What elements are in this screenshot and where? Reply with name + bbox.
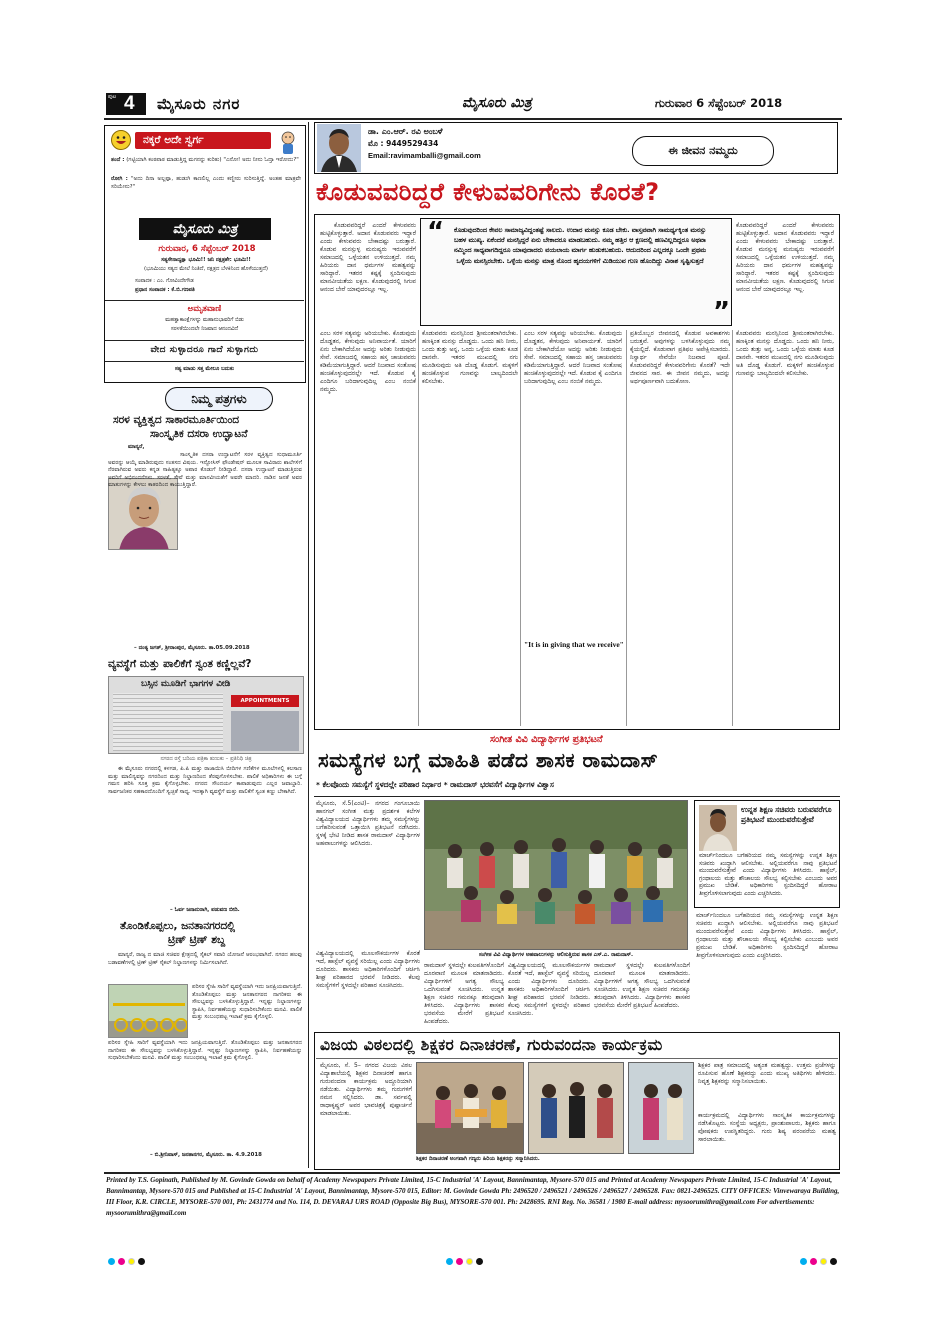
bicycle-station-photo <box>108 984 188 1038</box>
letters-section-title: ನಿಮ್ಮ ಪತ್ರಗಳು <box>191 392 247 406</box>
author-phone: ಮೊ : 9449529434 <box>368 139 439 148</box>
humor-line1: (ಗಟ್ಟಿಯಾಗಿ ಕಂಠಪಾಠ ಮಾಡುತ್ತಿದ್ದ ಮಗನನ್ನು ಕುರಿತು) "ಎನೋ! ಅದು ನೀನು ಓದ್ತಾ ಇರೋದು?" <box>126 157 299 163</box>
news1-body-left: ವಿಶ್ವವಿದ್ಯಾಲಯದಲ್ಲಿ ಮೂಲಸೌಕರ್ಯಗಳ ಕೊರತೆ ಇದೆ, ಹಾಸ್ಟೆಲ್ ವ್ಯವಸ್ಥೆ ಸರಿಯಿಲ್ಲ ಎಂದು ವಿದ್ಯಾರ್ಥಿಗಳು ದೂರಿದರು. ಶಾಸಕರು ಅಧಿಕಾರಿಗಳೊಂದಿಗೆ ಚರ್ಚಿಸಿ ಶೀಘ್ರ ಪರಿಹಾರದ ಭರವಸೆ ನೀಡಿದರು. ಕೆಲವು ಸಮಸ್ಯೆಗಳಿಗೆ ಸ್ಥಳದಲ್ಲೇ ಪರಿಹಾರ ಸೂಚಿಸಿದರು. <box>316 950 420 989</box>
page-number-box <box>106 93 146 115</box>
column-text-3: ಎಂಬ ಸರಳ ಸತ್ಯವನ್ನು ಅರಿಯಬೇಕು. ಕೊಡುವುದು ದೊಡ್ಡತನ, ಕೇಳುವುದು ಅನಿವಾರ್ಯತೆ. ಯಾರಿಗೆ ಏನು ಬೇಕಾಗಿದೆಯೋ ಅದನ್ನು ಅರಿತು ನೀಡುವುದು ಸೇವೆ. ಸಮಾಜದಲ್ಲಿ ಸಹಾಯ ಹಸ್ತ ಚಾಚುವವರು ಕಡಿಮೆಯಾಗುತ್ತಿದ್ದಾರೆ. ಆದರೆ ನಿಜವಾದ ಸಂತೋಷ ಹಂಚಿಕೊಳ್ಳುವುದರಲ್ಲೇ ಇದೆ. ಕೊಡುವ ಕೈ ಎಂದಿಗೂ ಬರಿದಾಗುವುದಿಲ್ಲ ಎಂಬ ನಂಬಿಕೆ ನಮ್ಮದು. <box>320 330 416 393</box>
column-text-1: ಕೊಡುವವರಿದ್ದರೆ ಎಂದರೆ ಕೇಳುವವರು ಹುಟ್ಟಿಕೊಳ್ಳುತ್ತಾರೆ. ಅದಾನ ಕೊಡುವವರು ಇದ್ದಾರೆ ಎಂದು ಕೇಳುವವರು ಬೇಕಾದಷ್ಟು ಬರುತ್ತಾರೆ. ಕೊಡುವ ಮನಸ್ಸುಳ್ಳ ಮನುಷ್ಯರು ಇರುವವರೆಗೆ ಸಮಾಜದಲ್ಲಿ ಒಳ್ಳೆಯತನ ಉಳಿಯುತ್ತದೆ. ನಮ್ಮ ಹಿರಿಯರು ದಾನ ಧರ್ಮಗಳ ಮಹತ್ವವನ್ನು ಸಾರಿದ್ದಾರೆ. ಇತರರ ಕಷ್ಟಕ್ಕೆ ಸ್ಪಂದಿಸುವುದು ಮಾನವೀಯತೆಯ ಲಕ್ಷಣ. ಕೊಡುವುದರಲ್ಲಿ ಸಿಗುವ ಆನಂದ ಬೇರೆ ಯಾವುದರಲ್ಲೂ ಇಲ್ಲ. <box>320 222 416 293</box>
news1-kicker: ಸಂಗೀತ ವಿವಿ ವಿದ್ಯಾರ್ಥಿಗಳ ಪ್ರತಿಭಟನೆ <box>490 734 603 745</box>
news2-caption: ಶಿಕ್ಷಕರ ದಿನಾಚರಣೆ ಅಂಗವಾಗಿ ಗಣ್ಯರು ಹಿರಿಯ ಶಿಕ್ಷಕರನ್ನು ಸನ್ಮಾನಿಸಿದರು. <box>416 1156 540 1162</box>
reg-dot-cyan-mid <box>446 1258 453 1265</box>
teachers-day-photo-1 <box>416 1062 524 1154</box>
reg-dot-magenta-mid <box>456 1258 463 1265</box>
box-logo: ಮೈಸೂರು ಮಿತ್ರ <box>172 222 238 237</box>
quote-head: ಅಮೃತವಾಣಿ <box>187 304 222 314</box>
veda-sub: ಸತ್ಯ ಮಾಡು ಸತ್ತ ಮೇಲೂ ಬದುಕು <box>174 366 235 372</box>
quote-close-icon: ” <box>713 297 731 327</box>
letter2-title: ವ್ಯವಸ್ಥೆಗೆ ಮತ್ತು ಪಾಲಿಕೆಗೆ ಸ್ವಂತ ಕಣ್ಣಿಲ್ಲವೆ? <box>108 658 252 670</box>
humor-title: ನಕ್ಕರೆ ಅದೇ ಸ್ವರ್ಗ <box>143 134 204 146</box>
letter3-title-b: ಟ್ರಿಣ್ ಟ್ರಿಣ್ ಶಬ್ದ <box>168 934 226 946</box>
news2-body2: ಶಿಕ್ಷಕರ ಪಾತ್ರ ಸಮಾಜದಲ್ಲಿ ಅತ್ಯಂತ ಮಹತ್ವದ್ದು. ಉತ್ತಮ ಪ್ರಜೆಗಳನ್ನು ರೂಪಿಸುವ ಹೊಣೆ ಶಿಕ್ಷಕರದ್ದು ಎಂದು ಮುಖ್ಯ ಅತಿಥಿಗಳು ಹೇಳಿದರು. ನಿವೃತ್ತ ಶಿಕ್ಷಕರನ್ನು ಸನ್ಮಾನಿಸಲಾಯಿತು. <box>698 1062 836 1085</box>
imprint-text: Printed by T.S. Gopinath, Published by M. Govinde Gowda on behalf of Academy Newspapers Private Limited, 15-C Industrial 'A' Layout, Bannimantap, Mysore-570 015 and Printed at Academy Newspapers Private Limited, 15-C Industrial 'A' Layout, Bannimantap, Mysore-570 015 and Published at 15-C Industrial 'A' Layout, Bannimantap, Mysore-570 015, Editor: M. Govinde Gowda Ph: 2496520 / 2496521 / 2496526 / 2496527 / 2496528. Fax: 0821-2496525. CITY OFFICES: Vinvewaraya Building, III Floor, K.R. CIRCLE, MYSORE-570 001, Ph: 2431774 and No. 114, D. DEVARAJ URS ROAD (Opposite Big Bus), MYSORE-570 001. Ph: 2428695. RNI Reg. No. 36581 / 1980 E-mail address: mysoorumithra@gmail.com For advertisements: mysoorumithra@gmail.com <box>106 1176 840 1217</box>
letter1-title-a: ಸರಳ ವ್ಯಕ್ತಿತ್ವದ ಸಾಕಾರಮೂರ್ತಿಯಿಂದ <box>113 414 240 426</box>
news1-body-mid: ರಾಮದಾಸ್ ಸ್ಥಳದಲ್ಲೇ ಕುಲಪತಿಗಳೊಂದಿಗೆ ದೂರವಾಣಿ ಮೂಲಕ ಮಾತನಾಡಿದರು. ವಿದ್ಯಾರ್ಥಿಗಳಿಗೆ ಅಗತ್ಯ ಸೌಲಭ್ಯ ಒದಗಿಸುವಂತೆ ಸೂಚಿಸಿದರು. ಉನ್ನತ ಶಿಕ್ಷಣ ಸಚಿವರ ಗಮನಕ್ಕೂ ತರುವುದಾಗಿ ತಿಳಿಸಿದರು. ವಿದ್ಯಾರ್ಥಿಗಳು ಶಾಸಕರ ಭರವಸೆಯ ಮೇರೆಗೆ ಪ್ರತಿಭಟನೆ ಹಿಂಪಡೆದರು. <box>424 962 504 1025</box>
minister-box <box>694 800 840 908</box>
news2-body3: ಕಾರ್ಯಕ್ರಮದಲ್ಲಿ ವಿದ್ಯಾರ್ಥಿಗಳು ಸಾಂಸ್ಕೃತಿಕ ಕಾರ್ಯಕ್ರಮಗಳನ್ನು ನಡೆಸಿಕೊಟ್ಟರು. ಸಂಸ್ಥೆಯ ಅಧ್ಯಕ್ಷರು, ಪ್ರಾಂಶುಪಾಲರು, ಶಿಕ್ಷಕರು ಹಾಗೂ ಪೋಷಕರು ಉಪಸ್ಥಿತರಿದ್ದರು. ಗುರು ಶಿಷ್ಯ ಪರಂಪರೆಯ ಮಹತ್ವ ಸಾರಲಾಯಿತು. <box>698 1112 836 1143</box>
news1-subhead: * ಕೆಲವೊಂದು ಸಮಸ್ಯೆಗೆ ಸ್ಥಳದಲ್ಲೇ ಪರಿಹಾರ ನಿರ್ಧಾರ * ರಾಮದಾಸ್ ಭರವಸೆಗೆ ವಿದ್ಯಾರ್ಥಿಗಳ ವಿಶ್ವಾಸ <box>316 780 554 789</box>
author-name: ಡಾ. ಎಂ.ಆರ್. ರವಿ ಅಂಬಳೆ <box>368 127 443 136</box>
english-quote: "It is in giving that we receive" <box>524 640 624 649</box>
pull-quote: ಕೊಡುವುದರಿಂದ ಕೇವಲ ಸಾಮಾಜ್ಯವಿದ್ದಂತಷ್ಟೆ ಸಾಲದು. ಉದಾರ ಮನಸ್ಸು ಕೂಡ ಬೇಕು. ವಾಸ್ತವವಾಗಿ ಸಾಮರ್ಥ್ಯಕ್ಕಿಂತ ಮನಸ್ಸು ಬಹಳ ಮುಖ್ಯ. ಏಕೆಂದರೆ ಮನಸ್ಸಿದ್ದರೆ ಏನು ಬೇಕಾದರೂ ಮಾಡಬಹುದು. ನಮ್ಮ ಹತ್ತಿರ ಆ ಕ್ಷಣದಲ್ಲಿ ಹಣವಿಲ್ಲದಿದ್ದರೂ ಅಥವಾ ನಮ್ಮಿಂದ ಸಾಧ್ಯವಾಗದಿದ್ದರೂ ಯಾವುದಾದರು ವಯಲಾಯ ಮಾರ್ಗ ಹುಡುಕಬಹುದು. ಆದುದರಿಂದ ಎಲ್ಲದಕ್ಕೂ ಒಂದೇ ಪ್ರಥಮ ಒಳ್ಳೆಯ ಮನಸ್ಸಿರಬೇಕು. ಒಳ್ಳೆಯ ಮನಸ್ಸು ಮಾತ್ರ ನೊಂದ ಹೃದಯಗಳಿಗೆ ಮಿಡಿಯುವ ಗುಣ ಹೊಂದಿದ್ದು ವಿನಾಶ ಸೃಷ್ಟಿಸುತ್ತದೆ <box>453 226 707 265</box>
clip-badge: APPOINTMENTS <box>231 695 299 707</box>
reg-dot-black-mid <box>476 1258 483 1265</box>
news1-body-mid3: ರಾಮದಾಸ್ ಸ್ಥಳದಲ್ಲೇ ಕುಲಪತಿಗಳೊಂದಿಗೆ ದೂರವಾಣಿ ಮೂಲಕ ಮಾತನಾಡಿದರು. ವಿದ್ಯಾರ್ಥಿಗಳಿಗೆ ಅಗತ್ಯ ಸೌಲಭ್ಯ ಒದಗಿಸುವಂತೆ ಸೂಚಿಸಿದರು. ಉನ್ನತ ಶಿಕ್ಷಣ ಸಚಿವರ ಗಮನಕ್ಕೂ ತರುವುದಾಗಿ ತಿಳಿಸಿದರು. ವಿದ್ಯಾರ್ಥಿಗಳು ಶಾಸಕರ ಭರವಸೆಯ ಮೇರೆಗೆ ಪ್ರತಿಭಟನೆ ಹಿಂಪಡೆದರು. <box>594 962 690 1009</box>
teachers-day-photo-3 <box>628 1062 694 1154</box>
minister-box-head: ಉನ್ನತ ಶಿಕ್ಷಣ ಸಚಿವರು ಬರುವವರೆಗೂ ಪ್ರತಿಭಟನೆ ಮುಂದುವರೆಸುತ್ತೇವೆ <box>741 805 832 824</box>
veda-line: ವೇದ ಸುಳ್ಳಾದರೂ ಗಾದೆ ಸುಳ್ಳಾಗದು <box>150 345 259 355</box>
box-motto-meaning: (ಭೂಮಿಯು ಸತ್ಯದ ಮೇಲೆ ನಿಂತಿದೆ, ನಕ್ಷತ್ರದ ಬೆಳಕಿನಿಂದ ಹೊಳೆಯುತ್ತದೆ) <box>143 266 268 272</box>
box-editor: ಸಂಪಾದಕ : ಎಂ. ಗೋವಿಂದೇಗೌಡ <box>135 278 194 284</box>
section-name: ಮೈಸೂರು ನಗರ <box>157 95 241 113</box>
reg-dot-yellow-mid <box>466 1258 473 1265</box>
box-chief-editor: ಪ್ರಧಾನ ಸಂಪಾದಕ : ಕೆ.ಬಿ.ಗಣಪತಿ <box>135 287 195 293</box>
news2-headline: ವಿಜಯ ವಿಠಲದಲ್ಲಿ ಶಿಕ್ಷಕರ ದಿನಾಚರಣೆ, ಗುರುವಂದನಾ ಕಾರ್ಯಕ್ರಮ <box>320 1036 663 1054</box>
quote-line2: ಸರಳತೆಯಿಂದಲೇ ನಿಜವಾದ ಆನಂದವಿದೆ <box>170 326 239 332</box>
author-email: Email:ravimamballi@gmail.com <box>368 151 481 160</box>
pull-quote-box <box>420 218 732 326</box>
humor-box <box>104 125 306 383</box>
reg-dot-black-right <box>830 1258 837 1265</box>
column-text-7: ಕೊಡುವವರು ಮನಸ್ಸಿನಿಂದ ಶ್ರೀಮಂತರಾಗಿರಬೇಕು. ಹಣಕ್ಕಿಂತ ಮನಸ್ಸು ದೊಡ್ಡದು. ಒಂದು ಹನಿ ನೀರು, ಒಂದು ತುತ್ತು ಅನ್ನ, ಒಂದು ಒಳ್ಳೆಯ ಮಾತು ಕೂಡ ದಾನವೇ. ಇತರರ ಮುಖದಲ್ಲಿ ನಗು ಮೂಡಿಸುವುದು ಅತಿ ದೊಡ್ಡ ಕೊಡುಗೆ. ಮಕ್ಕಳಿಗೆ ಹಂಚಿಕೊಳ್ಳುವ ಗುಣವನ್ನು ಬಾಲ್ಯದಿಂದಲೇ ಕಲಿಸಬೇಕು. <box>736 330 834 377</box>
news1-dateline: ಮೈಸೂರು, ಸೆ.5(ಎಂಟಿ)– ನಗರದ ಗಂಗೂಬಾಯಿ ಹಾನಗಲ್ ಸಂಗೀತ ಮತ್ತು ಪ್ರದರ್ಶಕ ಕಲೆಗಳ ವಿಶ್ವವಿದ್ಯಾಲಯದ ವಿದ್ಯಾರ್ಥಿಗಳು ತಮ್ಮ ಸಮಸ್ಯೆಗಳನ್ನು ಬಗೆಹರಿಸುವಂತೆ ಒತ್ತಾಯಿಸಿ ಪ್ರತಿಭಟನೆ ನಡೆಸಿದರು. ಸ್ಥಳಕ್ಕೆ ಭೇಟಿ ನೀಡಿದ ಶಾಸಕ ರಾಮದಾಸ್ ವಿದ್ಯಾರ್ಥಿಗಳ ಅಹವಾಲುಗಳನ್ನು ಆಲಿಸಿದರು. <box>316 800 420 847</box>
teachers-day-photo-2 <box>528 1062 624 1154</box>
series-title: ಈ ಜೀವನ ನಮ್ಮದು <box>668 144 738 157</box>
box-date: ಗುರುವಾರ, 6 ಸೆಪ್ಟೆಂಬರ್ 2018 <box>158 244 256 254</box>
column-text-5: ಎಂಬ ಸರಳ ಸತ್ಯವನ್ನು ಅರಿಯಬೇಕು. ಕೊಡುವುದು ದೊಡ್ಡತನ, ಕೇಳುವುದು ಅನಿವಾರ್ಯತೆ. ಯಾರಿಗೆ ಏನು ಬೇಕಾಗಿದೆಯೋ ಅದನ್ನು ಅರಿತು ನೀಡುವುದು ಸೇವೆ. ಸಮಾಜದಲ್ಲಿ ಸಹಾಯ ಹಸ್ತ ಚಾಚುವವರು ಕಡಿಮೆಯಾಗುತ್ತಿದ್ದಾರೆ. ಆದರೆ ನಿಜವಾದ ಸಂತೋಷ ಹಂಚಿಕೊಳ್ಳುವುದರಲ್ಲೇ ಇದೆ. ಕೊಡುವ ಕೈ ಎಂದಿಗೂ ಬರಿದಾಗುವುದಿಲ್ಲ ಎಂಬ ನಂಬಿಕೆ ನಮ್ಮದು. <box>524 330 622 385</box>
reg-dot-yellow-left <box>128 1258 135 1265</box>
clip-headline: ಬಸ್ಸಿನ ಮೂಡಿಗೆ ಭಾಗಗಳ ವೀಡಿ <box>141 679 231 689</box>
page-label: ಪುಟ <box>108 94 117 100</box>
letter1-salutation: ಮಾನ್ಯರೆ, <box>128 444 145 450</box>
paper-logo: ಮೈಸೂರು ಮಿತ್ರ <box>462 95 532 111</box>
minister-box-body: ಮಾರ್ಚ್‌ನಿಂದಲೂ ಬಗೆಹರಿಯದ ನಮ್ಮ ಸಮಸ್ಯೆಗಳನ್ನು ಉನ್ನತ ಶಿಕ್ಷಣ ಸಚಿವರು ಖುದ್ದಾಗಿ ಆಲಿಸಬೇಕು. ಅಲ್ಲಿಯವರೆಗೂ ನಾವು ಪ್ರತಿಭಟನೆ ಮುಂದುವರೆಸುತ್ತೇವೆ ಎಂದು ವಿದ್ಯಾರ್ಥಿಗಳು ತಿಳಿಸಿದರು. ಹಾಸ್ಟೆಲ್, ಗ್ರಂಥಾಲಯ ಮತ್ತು ಶೌಚಾಲಯ ಸೌಲಭ್ಯ ಕಲ್ಪಿಸಬೇಕು ಎಂಬುದು ಅವರ ಪ್ರಮುಖ ಬೇಡಿಕೆ. ಅಧಿಕಾರಿಗಳು ಸ್ಪಂದಿಸದಿದ್ದರೆ ಹೋರಾಟ ತೀವ್ರಗೊಳಿಸಲಾಗುವುದು ಎಂದು ಎಚ್ಚರಿಸಿದರು. <box>699 853 837 897</box>
series-banner <box>632 136 774 166</box>
news1-headline: ಸಮಸ್ಯೆಗಳ ಬಗ್ಗೆ ಮಾಹಿತಿ ಪಡೆದ ಶಾಸಕ ರಾಮದಾಸ್ <box>318 748 659 772</box>
protest-caption: ಸಂಗೀತ ವಿವಿ ವಿದ್ಯಾರ್ಥಿಗಳ ಅಹವಾಲುಗಳನ್ನು ಆಲಿಸುತ್ತಿರುವ ಶಾಸಕ ಎಸ್.ಎ. ರಾಮದಾಸ್. <box>478 952 634 958</box>
reg-dot-yellow-right <box>820 1258 827 1265</box>
column-text-6: ಪ್ರತಿಯೊಬ್ಬರ ಜೀವನದಲ್ಲಿ ಕೊಡುವ ಅವಕಾಶಗಳು ಬರುತ್ತವೆ. ಅವುಗಳನ್ನು ಬಳಸಿಕೊಳ್ಳುವುದು ನಮ್ಮ ಕೈಯಲ್ಲಿದೆ. ಕೊಡುವಾಗ ಪ್ರತಿಫಲ ಅಪೇಕ್ಷಿಸಬಾರದು. ನಿಸ್ವಾರ್ಥ ಸೇವೆಯೇ ನಿಜವಾದ ಪೂಜೆ. ಕೊಡುವವರಿದ್ದರೆ ಕೇಳುವವರಿಗೇನು ಕೊರತೆ? ಇದೇ ಜೀವನದ ಸಾರ. ಈ ಜೀವನ ನಮ್ಮದು, ಅದನ್ನು ಅರ್ಥಪೂರ್ಣವಾಗಿ ಬದುಕೋಣ. <box>630 330 730 385</box>
cartoon-icon <box>275 129 301 155</box>
letter1-title-b: ಸಾಂಸ್ಕೃತಿಕ ದಸರಾ ಉದ್ಘಾಟನೆ <box>150 428 248 440</box>
box-motto: ಸತ್ಯಸೇನಾದ್ಯಕ್ಷಾ ಭೂಮಿ!! ಜನಿ ನಕ್ಷತ್ರಶೇ: ಭೂಮಿ!! <box>161 257 251 263</box>
author-photo <box>317 124 361 172</box>
laugh-icon <box>111 130 131 150</box>
issue-date: ಗುರುವಾರ 6 ಸೆಪ್ಟೆಂಬರ್ 2018 <box>655 96 783 110</box>
box-logo-banner <box>139 218 271 240</box>
quote-open-icon: “ <box>427 217 445 247</box>
reg-dot-magenta-right <box>810 1258 817 1265</box>
student-photo <box>699 805 737 851</box>
column-text-4: ಕೊಡುವವರು ಮನಸ್ಸಿನಿಂದ ಶ್ರೀಮಂತರಾಗಿರಬೇಕು. ಹಣಕ್ಕಿಂತ ಮನಸ್ಸು ದೊಡ್ಡದು. ಒಂದು ಹನಿ ನೀರು, ಒಂದು ತುತ್ತು ಅನ್ನ, ಒಂದು ಒಳ್ಳೆಯ ಮಾತು ಕೂಡ ದಾನವೇ. ಇತರರ ಮುಖದಲ್ಲಿ ನಗು ಮೂಡಿಸುವುದು ಅತಿ ದೊಡ್ಡ ಕೊಡುಗೆ. ಮಕ್ಕಳಿಗೆ ಹಂಚಿಕೊಳ್ಳುವ ಗುಣವನ್ನು ಬಾಲ್ಯದಿಂದಲೇ ಕಲಿಸಬೇಕು. <box>422 330 518 385</box>
letter2-sign: – ಓರ್ವ ಜನಾನುರಾಗಿ, ಪಡುವಣ ಬೀದಿ. <box>170 907 240 913</box>
letter1-body: ಸಾಂಸ್ಕೃತಿಕ ದಸರಾ ಉದ್ಘಾಟನೆಗೆ ಸರಳ ವ್ಯಕ್ತಿತ್ವದ ಸುಧಾಮೂರ್ತಿ ಅವರನ್ನು ಆಯ್ಕೆ ಮಾಡಿರುವುದು ಸಂತಸದ ವಿಷಯ. ಇನ್ಫೋಸಿಸ್ ಫೌಂಡೇಷನ್ ಮೂಲಕ ಸಾವಿರಾರು ಶಾಲೆಗಳಿಗೆ ನೆರವಾಗಿರುವ ಅವರು ಕನ್ನಡ ಸಾಹಿತ್ಯಕ್ಕೂ ಅಪಾರ ಕೊಡುಗೆ ನೀಡಿದ್ದಾರೆ. ದಸರಾ ಉದ್ಘಾಟನೆ ಮಾಡುತ್ತಿರುವ ಅವರಿಗೆ ಅಭಿನಂದನೆಗಳು. ಸರಳತೆ, ಸೇವೆ ಮತ್ತು ಮಾನವೀಯತೆಗೆ ಅವರೇ ಮಾದರಿ. ನಾಡಿನ ಜನತೆ ಅವರ ಮಾತುಗಳನ್ನು ಕೇಳಲು ಕಾತರದಿಂದ ಕಾಯುತ್ತಿದ್ದಾರೆ. <box>108 452 302 489</box>
letter3-title-a: ತೊಂಡಿಕೊಪ್ಪಲು, ಜನತಾನಗರದಲ್ಲಿ <box>120 920 236 932</box>
protest-photo <box>424 800 688 950</box>
letter3-body-a: ಮಾನ್ಯರೆ, ರಾಜ್ಯ ದ ಮಾಜಿ ಸಚಿವರ ಕ್ಷೇತ್ರದಲ್ಲಿ ಸೈಕಲ್ ಸವಾರಿ ಯೋಜನೆ ಆರಂಭವಾಗಿದೆ. ನಗರದ ಹಲವು ಬಡಾವಣೆಗಳಲ್ಲಿ ಟ್ರಿಣ್ ಟ್ರಿಣ್ ಸೈಕಲ್ ನಿಲ್ದಾಣಗಳನ್ನು ನಿರ್ಮಿಸಲಾಗಿದೆ. <box>108 952 302 966</box>
letter3-body-b: ಪರಿಸರ ಸ್ನೇಹಿ ಸಾರಿಗೆ ವ್ಯವಸ್ಥೆಯಾಗಿ ಇದು ಜನಪ್ರಿಯವಾಗುತ್ತಿದೆ. ತೊಂಡಿಕೊಪ್ಪಲು ಮತ್ತು ಜನತಾನಗರದ ನಾಗರಿಕರು ಈ ಸೌಲಭ್ಯವನ್ನು ಬಳಸಿಕೊಳ್ಳುತ್ತಿದ್ದಾರೆ. ಇನ್ನಷ್ಟು ನಿಲ್ದಾಣಗಳನ್ನು ಸ್ಥಾಪಿಸಿ, ನಿರ್ವಹಣೆಯನ್ನು ಸುಧಾರಿಸಬೇಕೆಂದು ಮನವಿ. ಪಾಲಿಕೆ ಮತ್ತು ಸಂಬಂಧಪಟ್ಟ ಇಲಾಖೆ ಕ್ರಮ ಕೈಗೊಳ್ಳಲಿ. <box>192 984 302 1021</box>
humor-line2: "ಅದು ದಿನಾ ಅಲ್ಲಪ್ಪಾ, ಹುಡುಗಿ ಕಾಣಲಿಲ್ಲ ಎಂದು ಕಣ್ಣೀರು ಸುರಿಸುತ್ತಿದ್ದೆ. ಅಂತಹ ಮಾತ್ರವೇ ಸರಿಯೇನು?" <box>111 176 301 190</box>
quote-line1: ಮಹತ್ವಾಕಾಂಕ್ಷೆಗಳನ್ನು ಮಹಾನುಭಾವರಿಗೆ ಬಿಡು <box>165 317 244 323</box>
newspaper-clip-photo <box>108 676 304 754</box>
letter3-body-c: ಪರಿಸರ ಸ್ನೇಹಿ ಸಾರಿಗೆ ವ್ಯವಸ್ಥೆಯಾಗಿ ಇದು ಜನಪ್ರಿಯವಾಗುತ್ತಿದೆ. ತೊಂಡಿಕೊಪ್ಪಲು ಮತ್ತು ಜನತಾನಗರದ ನಾಗರಿಕರು ಈ ಸೌಲಭ್ಯವನ್ನು ಬಳಸಿಕೊಳ್ಳುತ್ತಿದ್ದಾರೆ. ಇನ್ನಷ್ಟು ನಿಲ್ದಾಣಗಳನ್ನು ಸ್ಥಾಪಿಸಿ, ನಿರ್ವಹಣೆಯನ್ನು ಸುಧಾರಿಸಬೇಕೆಂದು ಮನವಿ. ಪಾಲಿಕೆ ಮತ್ತು ಸಂಬಂಧಪಟ್ಟ ಇಲಾಖೆ ಕ್ರಮ ಕೈಗೊಳ್ಳಲಿ. <box>108 1040 302 1062</box>
humor-line1-label: ತಂದೆ : <box>111 157 125 163</box>
reg-dot-cyan-right <box>800 1258 807 1265</box>
news1-right-text: ಮಾರ್ಚ್‌ನಿಂದಲೂ ಬಗೆಹರಿಯದ ನಮ್ಮ ಸಮಸ್ಯೆಗಳನ್ನು ಉನ್ನತ ಶಿಕ್ಷಣ ಸಚಿವರು ಖುದ್ದಾಗಿ ಆಲಿಸಬೇಕು. ಅಲ್ಲಿಯವರೆಗೂ ನಾವು ಪ್ರತಿಭಟನೆ ಮುಂದುವರೆಸುತ್ತೇವೆ ಎಂದು ವಿದ್ಯಾರ್ಥಿಗಳು ತಿಳಿಸಿದರು. ಹಾಸ್ಟೆಲ್, ಗ್ರಂಥಾಲಯ ಮತ್ತು ಶೌಚಾಲಯ ಸೌಲಭ್ಯ ಕಲ್ಪಿಸಬೇಕು ಎಂಬುದು ಅವರ ಪ್ರಮುಖ ಬೇಡಿಕೆ. ಅಧಿಕಾರಿಗಳು ಸ್ಪಂದಿಸದಿದ್ದರೆ ಹೋರಾಟ ತೀವ್ರಗೊಳಿಸಲಾಗುವುದು ಎಂದು ಎಚ್ಚರಿಸಿದರು. <box>696 912 838 959</box>
news1-body-mid2: ವಿಶ್ವವಿದ್ಯಾಲಯದಲ್ಲಿ ಮೂಲಸೌಕರ್ಯಗಳ ಕೊರತೆ ಇದೆ, ಹಾಸ್ಟೆಲ್ ವ್ಯವಸ್ಥೆ ಸರಿಯಿಲ್ಲ ಎಂದು ವಿದ್ಯಾರ್ಥಿಗಳು ದೂರಿದರು. ಶಾಸಕರು ಅಧಿಕಾರಿಗಳೊಂದಿಗೆ ಚರ್ಚಿಸಿ ಶೀಘ್ರ ಪರಿಹಾರದ ಭರವಸೆ ನೀಡಿದರು. ಕೆಲವು ಸಮಸ್ಯೆಗಳಿಗೆ ಸ್ಥಳದಲ್ಲೇ ಪರಿಹಾರ ಸೂಚಿಸಿದರು. <box>508 962 590 1017</box>
column-headline: ಕೊಡುವವರಿದ್ದರೆ ಕೇಳುವವರಿಗೇನು ಕೊರತೆ? <box>316 178 660 206</box>
humor-title-banner <box>135 132 271 149</box>
column-text-2: ಕೊಡುವವರಿದ್ದರೆ ಎಂದರೆ ಕೇಳುವವರು ಹುಟ್ಟಿಕೊಳ್ಳುತ್ತಾರೆ. ಅದಾನ ಕೊಡುವವರು ಇದ್ದಾರೆ ಎಂದು ಕೇಳುವವರು ಬೇಕಾದಷ್ಟು ಬರುತ್ತಾರೆ. ಕೊಡುವ ಮನಸ್ಸುಳ್ಳ ಮನುಷ್ಯರು ಇರುವವರೆಗೆ ಸಮಾಜದಲ್ಲಿ ಒಳ್ಳೆಯತನ ಉಳಿಯುತ್ತದೆ. ನಮ್ಮ ಹಿರಿಯರು ದಾನ ಧರ್ಮಗಳ ಮಹತ್ವವನ್ನು ಸಾರಿದ್ದಾರೆ. ಇತರರ ಕಷ್ಟಕ್ಕೆ ಸ್ಪಂದಿಸುವುದು ಮಾನವೀಯತೆಯ ಲಕ್ಷಣ. ಕೊಡುವುದರಲ್ಲಿ ಸಿಗುವ ಆನಂದ ಬೇರೆ ಯಾವುದರಲ್ಲೂ ಇಲ್ಲ. <box>736 222 834 293</box>
reg-dot-black-left <box>138 1258 145 1265</box>
letter2-body: ಈ ಮೈಸೂರು ನಗರದಲ್ಲಿ ಕಳಗಡ, ಪಿ.ಪಿ ಮತ್ತು ರಾಜಾಯಿಸಿ ಬೀದಿಗಳ ಗಣಿಕೆಗಳ ಮೂಲೆಗಳಲ್ಲಿ ಕಲಸಾಣ ಮತ್ತು ಮಾಲಿನ್ಯವನ್ನು ನಗರದಿಂದ ಮತ್ತು ನಿಲ್ದಾಣದಿಂದ ತೆರವುಗೊಳಿಸಬೇಕು. ಪಾಲಿಕೆ ಅಧಿಕಾರಿಗಳು ಈ ಬಗ್ಗೆ ಗಮನ ಹರಿಸಿ ಸೂಕ್ತ ಕ್ರಮ ಕೈಗೊಳ್ಳಬೇಕು. ನಗರದ ಸೌಂದರ್ಯ ಕಾಪಾಡುವುದು ಎಲ್ಲರ ಜವಾಬ್ದಾರಿ. ಸಾರ್ವಜನಿಕರ ಸಹಕಾರದೊಂದಿಗೆ ಸ್ವಚ್ಛತೆ ಸಾಧ್ಯ. ಇದಕ್ಕಾಗಿ ವ್ಯವಸ್ಥೆಗೆ ಮತ್ತು ಪಾಲಿಕೆಗೆ ಸ್ವಂತ ಕಣ್ಣು ಬೇಕಾಗಿದೆ. <box>108 766 302 795</box>
letters-banner <box>165 387 273 411</box>
humor-line2-label: ರೋಗಿ : <box>111 176 128 182</box>
letter3-sign: – ಬಿ.ಶ್ರೀನಿವಾಸ್, ಜನತಾನಗರ, ಮೈಸೂರು. ತಾ. 4.9.2018 <box>150 1152 262 1158</box>
letter2-caption: ನಗರದ ರಸ್ತೆ ಬದಿಯ ಪತ್ರಿಕಾ ತುಣುಕು – ಪ್ರತಿನಿಧಿ ಚಿತ್ರ <box>160 756 252 762</box>
reg-dot-cyan-left <box>108 1258 115 1265</box>
letter1-sign: – ದಂತ್ಯ ಜಗತ್, ಶ್ರೀರಾಂಪುರ, ಮೈಸೂರು. ತಾ.05.09.2018 <box>134 645 250 651</box>
masthead <box>0 0 945 120</box>
reg-dot-magenta-left <box>118 1258 125 1265</box>
news2-body1: ಮೈಸೂರು, ಸೆ. 5– ನಗರದ ವಿಜಯ ವಿಠಲ ವಿದ್ಯಾಶಾಲೆಯಲ್ಲಿ ಶಿಕ್ಷಕರ ದಿನಾಚರಣೆ ಹಾಗೂ ಗುರುವಂದನಾ ಕಾರ್ಯಕ್ರಮ ಅದ್ದೂರಿಯಾಗಿ ನಡೆಯಿತು. ವಿದ್ಯಾರ್ಥಿಗಳು ತಮ್ಮ ಗುರುಗಳಿಗೆ ನಮನ ಸಲ್ಲಿಸಿದರು. ಡಾ. ಸರ್ವಪಲ್ಲಿ ರಾಧಾಕೃಷ್ಣನ್ ಅವರ ಭಾವಚಿತ್ರಕ್ಕೆ ಪುಷ್ಪಾರ್ಚನೆ ಮಾಡಲಾಯಿತು. <box>320 1062 412 1117</box>
page-number: 4 <box>124 93 135 114</box>
